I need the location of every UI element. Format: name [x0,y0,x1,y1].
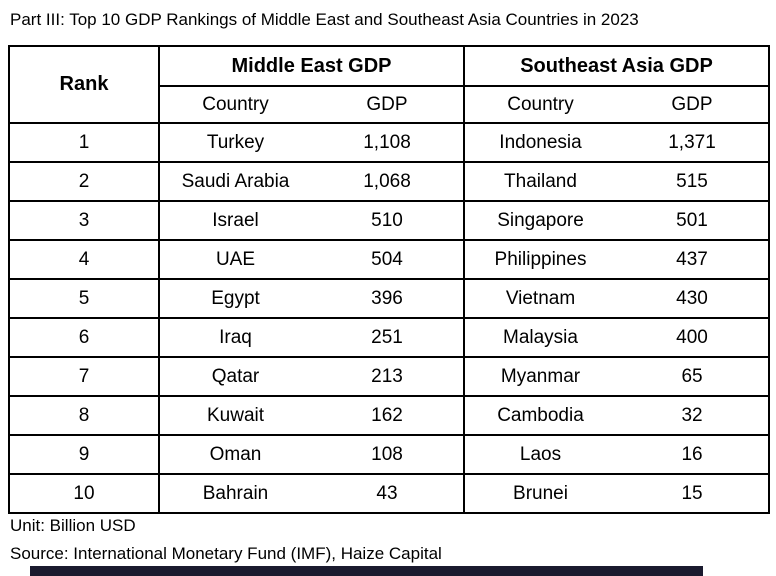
sea-gdp-cell: 501 [616,201,769,240]
rank-cell: 9 [9,435,159,474]
me-country-cell: Oman [159,435,311,474]
rank-cell: 7 [9,357,159,396]
rank-cell: 4 [9,240,159,279]
sea-gdp-cell: 515 [616,162,769,201]
rank-cell: 6 [9,318,159,357]
sea-country-header: Country [464,86,616,123]
rank-cell: 10 [9,474,159,513]
me-country-header: Country [159,86,311,123]
table-row [9,435,769,474]
me-gdp-cell: 162 [311,396,464,435]
table-row [9,396,769,435]
me-country-cell: Bahrain [159,474,311,513]
me-gdp-cell: 108 [311,435,464,474]
gdp-table [8,45,770,514]
me-country-cell: Egypt [159,279,311,318]
me-country-cell: Qatar [159,357,311,396]
me-gdp-header: GDP [311,86,464,123]
rank-header: Rank [9,46,159,123]
sea-gdp-cell: 65 [616,357,769,396]
sea-gdp-cell: 32 [616,396,769,435]
rank-cell: 1 [9,123,159,162]
table-body [9,123,769,513]
rank-cell: 3 [9,201,159,240]
me-gdp-cell: 213 [311,357,464,396]
bottom-bar [30,566,703,576]
sea-country-cell: Indonesia [464,123,616,162]
group-header-row [9,46,769,86]
table-row [9,162,769,201]
me-country-cell: Saudi Arabia [159,162,311,201]
me-country-cell: Turkey [159,123,311,162]
sea-gdp-cell: 16 [616,435,769,474]
me-gdp-cell: 510 [311,201,464,240]
table-row [9,357,769,396]
rank-cell: 8 [9,396,159,435]
sea-country-cell: Brunei [464,474,616,513]
table-row [9,201,769,240]
sea-country-cell: Malaysia [464,318,616,357]
southeast-asia-group-header: Southeast Asia GDP [464,46,769,86]
sea-gdp-cell: 430 [616,279,769,318]
sea-country-cell: Cambodia [464,396,616,435]
me-gdp-cell: 504 [311,240,464,279]
me-gdp-cell: 396 [311,279,464,318]
sea-country-cell: Myanmar [464,357,616,396]
table-row [9,279,769,318]
source-note: Source: International Monetary Fund (IMF), Haize Capital [10,544,442,563]
rank-cell: 2 [9,162,159,201]
middle-east-group-header: Middle East GDP [159,46,464,86]
unit-note: Unit: Billion USD [10,516,136,535]
me-gdp-cell: 43 [311,474,464,513]
rank-cell: 5 [9,279,159,318]
sea-country-cell: Philippines [464,240,616,279]
me-country-cell: Israel [159,201,311,240]
sea-gdp-header: GDP [616,86,769,123]
me-gdp-cell: 1,108 [311,123,464,162]
table-row [9,474,769,513]
sea-country-cell: Laos [464,435,616,474]
table-row [9,123,769,162]
table-row [9,318,769,357]
me-gdp-cell: 1,068 [311,162,464,201]
sea-country-cell: Thailand [464,162,616,201]
page-title: Part III: Top 10 GDP Rankings of Middle East and Southeast Asia Countries in 2023 [10,10,639,29]
me-gdp-cell: 251 [311,318,464,357]
me-country-cell: Iraq [159,318,311,357]
sea-country-cell: Vietnam [464,279,616,318]
sea-gdp-cell: 437 [616,240,769,279]
sea-gdp-cell: 1,371 [616,123,769,162]
me-country-cell: Kuwait [159,396,311,435]
sea-gdp-cell: 400 [616,318,769,357]
table-row [9,240,769,279]
sea-gdp-cell: 15 [616,474,769,513]
sea-country-cell: Singapore [464,201,616,240]
me-country-cell: UAE [159,240,311,279]
